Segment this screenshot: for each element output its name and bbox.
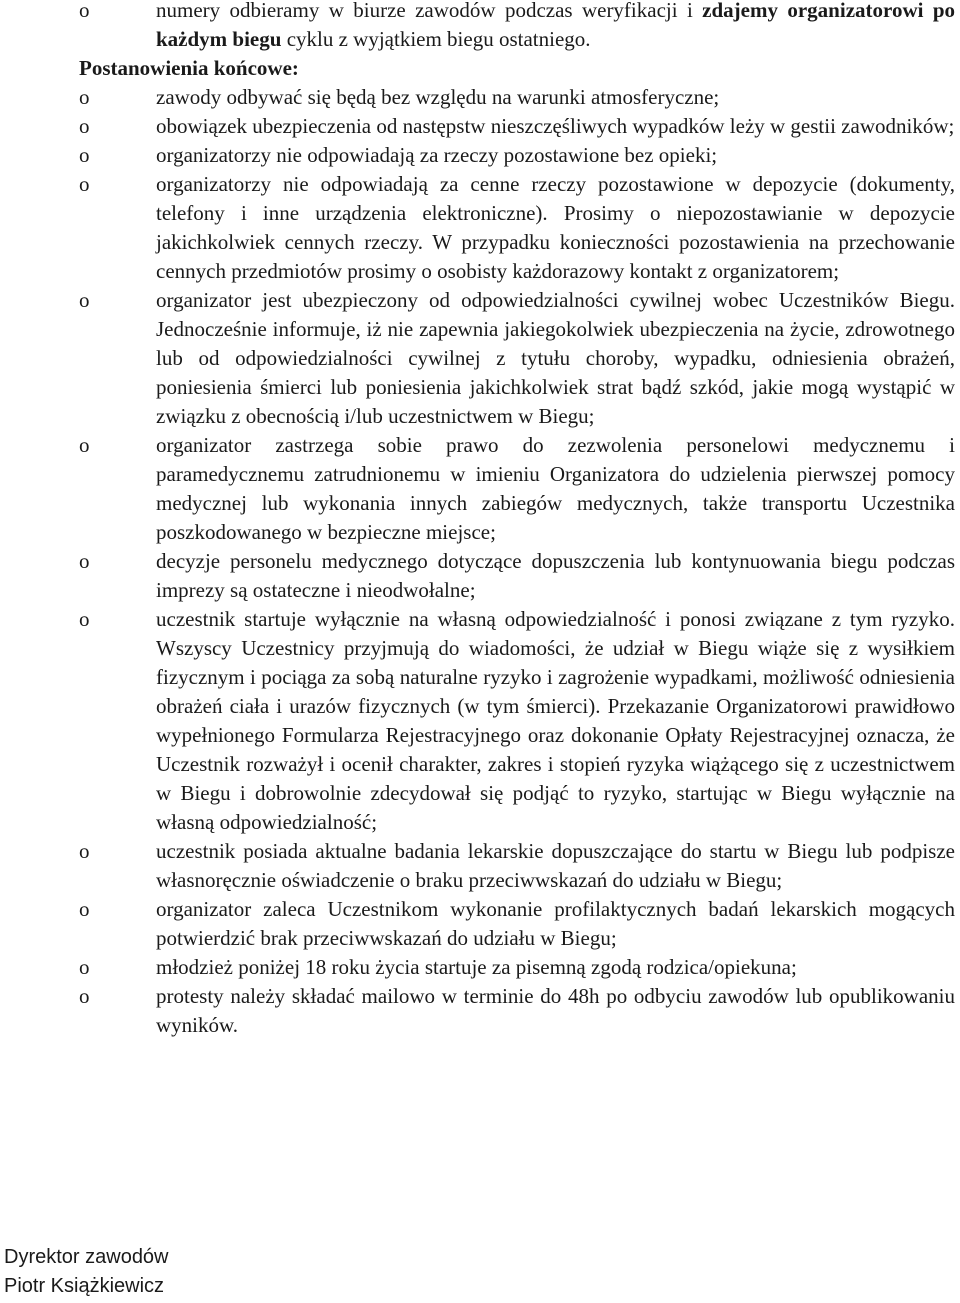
intro-text-bold: zdajemy organizatorowi po każdym biegu [156,0,956,51]
list-item-text: protesty należy składać mailowo w terminie do 48h po odbyciu zawodów lub opublikowaniu wyników. [156,984,955,1037]
list-item-text: obowiązek ubezpieczenia od następstw nieszczęśliwych wypadków leży w gestii zawodników; [156,114,955,138]
list-item-text: organizatorzy nie odpowiadają za rzeczy pozostawione bez opieki; [156,143,718,167]
list-item [0,112,960,141]
bullet-marker: o [79,0,90,22]
bullet-marker: o [79,607,90,631]
bullet-marker: o [79,172,90,196]
list-item [0,431,960,547]
list-item-text: organizator jest ubezpieczony od odpowiedzialności cywilnej wobec Uczestników Biegu. Jednocześnie informuje, iż nie zapewnia jakiegokolwiek ubezpieczenia na życie, zdrowotnego lub od odpowiedzialności cywilnej z tytułu choroby, wypadku, odniesienia obrażeń, poniesienia śmierci lub poniesienia jakichkolwiek strat bądź szkód, jakie mogą wystąpić w związku z obecnością i/lub uczestnictwem w Biegu; [156,288,955,428]
list-item-text: uczestnik startuje wyłącznie na własną odpowiedzialność i ponosi związane z tym ryzyko. Wszyscy Uczestnicy przyjmują do wiadomości, że udział w Biegu wiąże się z wysiłkiem fizycznym i pociąga za sobą naturalne ryzyko i zagrożenie wypadkami, możliwość odniesienia obrażeń ciała i urazów fizycznych (w tym śmierci). Przekazanie Organizatorowi prawidłowo wypełnionego Formularza Rejestracyjnego oraz dokonanie Opłaty Rejestracyjnej oznacza, że Uczestnik rozważył i ocenił charakter, zakres i stopień ryzyka wiążącego się z uczestnictwem w Biegu i dobrowolnie zdecydował się podjąć to ryzyko, startując w Biegu wyłącznie na własną odpowiedzialność; [156,607,955,834]
list-item-text: organizatorzy nie odpowiadają za cenne rzeczy pozostawione w depozycie (dokumenty, telefony i inne urządzenia elektroniczne). Prosimy o niepozostawianie w depozycie jakichkolwiek cennych rzeczy. W przypadku konieczności pozostawienia na przechowanie cennych przedmiotów prosimy o osobisty każdorazowy kontakt z organizatorem; [156,172,955,283]
signature-role: Dyrektor zawodów [4,1246,169,1268]
intro-text-after: cyklu z wyjątkiem biegu ostatniego. [281,27,591,51]
bullet-marker: o [79,549,90,573]
bullet-marker: o [79,143,90,167]
signature-name: Piotr Książkiewicz [4,1275,165,1297]
list-item [0,895,960,953]
bullet-marker: o [79,984,90,1008]
bullet-marker: o [79,114,90,138]
list-item-text: zawody odbywać się będą bez względu na warunki atmosferyczne; [156,85,720,109]
list-item [0,605,960,837]
list-item-text: decyzje personelu medycznego dotyczące dopuszczenia lub kontynuowania biegu podczas imprezy są ostateczne i nieodwołalne; [156,549,955,602]
list-item [0,83,960,112]
bullet-marker: o [79,433,90,457]
section-heading: Postanowienia końcowe: [79,56,299,80]
bullet-marker: o [79,897,90,921]
bullet-marker: o [79,288,90,312]
list-item [0,547,960,605]
list-item-text: uczestnik posiada aktualne badania lekarskie dopuszczające do startu w Biegu lub podpisze własnoręcznie oświadczenie o braku przeciwwskazań do udziału w Biegu; [156,839,955,892]
list-item-text: młodzież poniżej 18 roku życia startuje za pisemną zgodą rodzica/opiekuna; [156,955,797,979]
bullet-marker: o [79,839,90,863]
list-item-text [156,0,955,54]
bullet-marker: o [79,85,90,109]
list-item [0,953,960,982]
intro-text-before: numery odbieramy w biurze zawodów podczas weryfikacji i [156,0,703,22]
final-provisions-list [0,83,960,1040]
list-item [0,141,960,170]
list-item [0,170,960,286]
signature-block [4,1243,169,1301]
list-item-text: organizator zaleca Uczestnikom wykonanie profilaktycznych badań lekarskich mogących potwierdzić brak przeciwwskazań do udziału w Biegu; [156,897,955,950]
intro-list [0,0,960,54]
list-item [0,0,960,54]
bullet-marker: o [79,955,90,979]
list-item [0,837,960,895]
list-item [0,286,960,431]
list-item-text: organizator zastrzega sobie prawo do zezwolenia personelowi medycznemu i paramedycznemu zatrudnionemu w imieniu Organizatora do udzielenia pierwszej pomocy medycznej lub wykonania innych zabiegów medycznych, także transportu Uczestnika poszkodowanego w bezpieczne miejsce; [156,433,955,544]
list-item [0,982,960,1040]
